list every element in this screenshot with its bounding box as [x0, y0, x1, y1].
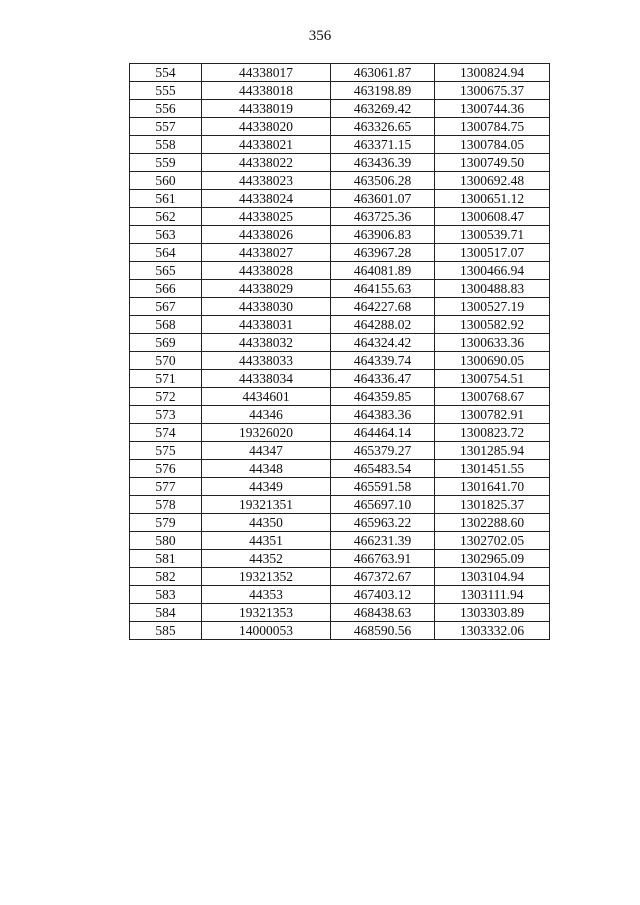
row-index-cell: 562	[130, 208, 202, 226]
point-id-cell: 44338032	[202, 334, 331, 352]
y-coordinate-cell: 1303111.94	[435, 586, 550, 604]
x-coordinate-cell: 464324.42	[331, 334, 435, 352]
point-id-cell: 19326020	[202, 424, 331, 442]
table-row	[130, 550, 550, 568]
y-coordinate-cell: 1300466.94	[435, 262, 550, 280]
y-coordinate-cell: 1300823.72	[435, 424, 550, 442]
y-coordinate-cell: 1300633.36	[435, 334, 550, 352]
y-coordinate-cell: 1300749.50	[435, 154, 550, 172]
row-index-cell: 575	[130, 442, 202, 460]
point-id-cell: 14000053	[202, 622, 331, 640]
x-coordinate-cell: 464359.85	[331, 388, 435, 406]
point-id-cell: 44338017	[202, 64, 331, 82]
table-row	[130, 136, 550, 154]
row-index-cell: 572	[130, 388, 202, 406]
x-coordinate-cell: 463198.89	[331, 82, 435, 100]
x-coordinate-cell: 463601.07	[331, 190, 435, 208]
table-row	[130, 568, 550, 586]
x-coordinate-cell: 463061.87	[331, 64, 435, 82]
row-index-cell: 563	[130, 226, 202, 244]
y-coordinate-cell: 1300824.94	[435, 64, 550, 82]
x-coordinate-cell: 464155.63	[331, 280, 435, 298]
point-id-cell: 19321351	[202, 496, 331, 514]
point-id-cell: 44353	[202, 586, 331, 604]
y-coordinate-cell: 1300754.51	[435, 370, 550, 388]
table-row	[130, 316, 550, 334]
x-coordinate-cell: 466763.91	[331, 550, 435, 568]
table-row	[130, 442, 550, 460]
x-coordinate-cell: 465483.54	[331, 460, 435, 478]
table-row	[130, 262, 550, 280]
y-coordinate-cell: 1300784.75	[435, 118, 550, 136]
point-id-cell: 44338034	[202, 370, 331, 388]
point-id-cell: 44349	[202, 478, 331, 496]
table-row	[130, 298, 550, 316]
point-id-cell: 44338026	[202, 226, 331, 244]
row-index-cell: 576	[130, 460, 202, 478]
row-index-cell: 567	[130, 298, 202, 316]
table-row	[130, 64, 550, 82]
x-coordinate-cell: 463967.28	[331, 244, 435, 262]
x-coordinate-cell: 463436.39	[331, 154, 435, 172]
point-id-cell: 44348	[202, 460, 331, 478]
table-row	[130, 226, 550, 244]
x-coordinate-cell: 467372.67	[331, 568, 435, 586]
row-index-cell: 560	[130, 172, 202, 190]
point-id-cell: 44350	[202, 514, 331, 532]
x-coordinate-cell: 463371.15	[331, 136, 435, 154]
row-index-cell: 564	[130, 244, 202, 262]
row-index-cell: 579	[130, 514, 202, 532]
table-row	[130, 82, 550, 100]
y-coordinate-cell: 1300744.36	[435, 100, 550, 118]
y-coordinate-cell: 1303332.06	[435, 622, 550, 640]
row-index-cell: 568	[130, 316, 202, 334]
x-coordinate-cell: 463269.42	[331, 100, 435, 118]
table-row	[130, 100, 550, 118]
table-row	[130, 514, 550, 532]
point-id-cell: 44338019	[202, 100, 331, 118]
row-index-cell: 557	[130, 118, 202, 136]
y-coordinate-cell: 1300690.05	[435, 352, 550, 370]
table-row	[130, 622, 550, 640]
point-id-cell: 44338022	[202, 154, 331, 172]
table-row	[130, 208, 550, 226]
point-id-cell: 44338027	[202, 244, 331, 262]
y-coordinate-cell: 1301285.94	[435, 442, 550, 460]
row-index-cell: 582	[130, 568, 202, 586]
row-index-cell: 578	[130, 496, 202, 514]
point-id-cell: 44351	[202, 532, 331, 550]
x-coordinate-cell: 464383.36	[331, 406, 435, 424]
row-index-cell: 583	[130, 586, 202, 604]
point-id-cell: 44338028	[202, 262, 331, 280]
table-row	[130, 118, 550, 136]
x-coordinate-cell: 464336.47	[331, 370, 435, 388]
table-row	[130, 352, 550, 370]
row-index-cell: 561	[130, 190, 202, 208]
point-id-cell: 19321352	[202, 568, 331, 586]
x-coordinate-cell: 465697.10	[331, 496, 435, 514]
point-id-cell: 44347	[202, 442, 331, 460]
x-coordinate-cell: 463725.36	[331, 208, 435, 226]
y-coordinate-cell: 1303104.94	[435, 568, 550, 586]
x-coordinate-cell: 464339.74	[331, 352, 435, 370]
x-coordinate-cell: 464227.68	[331, 298, 435, 316]
row-index-cell: 558	[130, 136, 202, 154]
row-index-cell: 585	[130, 622, 202, 640]
table-row	[130, 406, 550, 424]
y-coordinate-cell: 1300692.48	[435, 172, 550, 190]
table-row	[130, 154, 550, 172]
y-coordinate-cell: 1300784.05	[435, 136, 550, 154]
y-coordinate-cell: 1300782.91	[435, 406, 550, 424]
y-coordinate-cell: 1300768.67	[435, 388, 550, 406]
row-index-cell: 581	[130, 550, 202, 568]
y-coordinate-cell: 1301451.55	[435, 460, 550, 478]
row-index-cell: 554	[130, 64, 202, 82]
y-coordinate-cell: 1300539.71	[435, 226, 550, 244]
x-coordinate-cell: 464464.14	[331, 424, 435, 442]
row-index-cell: 555	[130, 82, 202, 100]
coordinates-table	[129, 63, 550, 640]
y-coordinate-cell: 1303303.89	[435, 604, 550, 622]
point-id-cell: 19321353	[202, 604, 331, 622]
row-index-cell: 566	[130, 280, 202, 298]
row-index-cell: 580	[130, 532, 202, 550]
table-row	[130, 496, 550, 514]
row-index-cell: 584	[130, 604, 202, 622]
table-row	[130, 532, 550, 550]
point-id-cell: 44338030	[202, 298, 331, 316]
table-row	[130, 478, 550, 496]
table-row	[130, 460, 550, 478]
y-coordinate-cell: 1302702.05	[435, 532, 550, 550]
table-row	[130, 190, 550, 208]
table-row	[130, 604, 550, 622]
table-row	[130, 388, 550, 406]
point-id-cell: 44338018	[202, 82, 331, 100]
y-coordinate-cell: 1301641.70	[435, 478, 550, 496]
point-id-cell: 4434601	[202, 388, 331, 406]
page-number: 356	[308, 28, 332, 44]
x-coordinate-cell: 465591.58	[331, 478, 435, 496]
x-coordinate-cell: 463906.83	[331, 226, 435, 244]
y-coordinate-cell: 1300527.19	[435, 298, 550, 316]
point-id-cell: 44338021	[202, 136, 331, 154]
point-id-cell: 44338025	[202, 208, 331, 226]
row-index-cell: 574	[130, 424, 202, 442]
x-coordinate-cell: 467403.12	[331, 586, 435, 604]
x-coordinate-cell: 468438.63	[331, 604, 435, 622]
x-coordinate-cell: 465963.22	[331, 514, 435, 532]
table-row	[130, 280, 550, 298]
point-id-cell: 44346	[202, 406, 331, 424]
y-coordinate-cell: 1302965.09	[435, 550, 550, 568]
y-coordinate-cell: 1301825.37	[435, 496, 550, 514]
row-index-cell: 565	[130, 262, 202, 280]
point-id-cell: 44352	[202, 550, 331, 568]
row-index-cell: 570	[130, 352, 202, 370]
point-id-cell: 44338031	[202, 316, 331, 334]
y-coordinate-cell: 1300651.12	[435, 190, 550, 208]
row-index-cell: 573	[130, 406, 202, 424]
table-row	[130, 334, 550, 352]
y-coordinate-cell: 1300608.47	[435, 208, 550, 226]
table-row	[130, 172, 550, 190]
y-coordinate-cell: 1300488.83	[435, 280, 550, 298]
row-index-cell: 577	[130, 478, 202, 496]
x-coordinate-cell: 468590.56	[331, 622, 435, 640]
x-coordinate-cell: 465379.27	[331, 442, 435, 460]
point-id-cell: 44338033	[202, 352, 331, 370]
row-index-cell: 571	[130, 370, 202, 388]
x-coordinate-cell: 463326.65	[331, 118, 435, 136]
row-index-cell: 556	[130, 100, 202, 118]
table-row	[130, 424, 550, 442]
y-coordinate-cell: 1300582.92	[435, 316, 550, 334]
table-row	[130, 586, 550, 604]
x-coordinate-cell: 464288.02	[331, 316, 435, 334]
coordinates-table-body	[130, 64, 550, 640]
x-coordinate-cell: 464081.89	[331, 262, 435, 280]
x-coordinate-cell: 463506.28	[331, 172, 435, 190]
table-row	[130, 370, 550, 388]
point-id-cell: 44338024	[202, 190, 331, 208]
row-index-cell: 569	[130, 334, 202, 352]
row-index-cell: 559	[130, 154, 202, 172]
point-id-cell: 44338020	[202, 118, 331, 136]
point-id-cell: 44338029	[202, 280, 331, 298]
y-coordinate-cell: 1300675.37	[435, 82, 550, 100]
table-row	[130, 244, 550, 262]
y-coordinate-cell: 1300517.07	[435, 244, 550, 262]
point-id-cell: 44338023	[202, 172, 331, 190]
y-coordinate-cell: 1302288.60	[435, 514, 550, 532]
x-coordinate-cell: 466231.39	[331, 532, 435, 550]
